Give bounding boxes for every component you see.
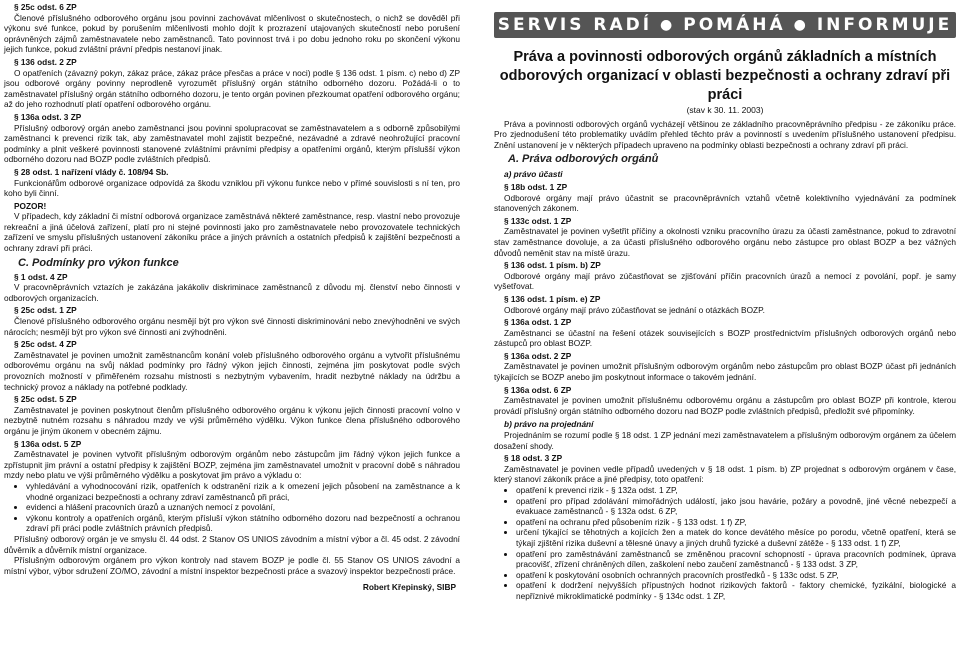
para-heading: § 136 odst. 2 ZP: [14, 56, 77, 67]
list-item: • opatření k dodržení nejvyšších přípustných hodnot rizikových faktorů - faktory chemické, fyzikální, biologické a nepříznivé mikroklimatické podmínky - § 134c odst. 1 ZP,: [516, 580, 956, 601]
subsection-heading: a) právo účasti: [504, 169, 563, 180]
para-text: Zaměstnavatel je povinen vedle případů uvedených v § 18 odst. 1 písm. b) ZP projednat s odborovým orgánem v čase, který stanoví zákoník práce a jiné předpisy, toto opatření:: [494, 463, 956, 485]
para-heading: § 136a odst. 6 ZP: [504, 384, 572, 395]
para-text: Členové příslušného odborového orgánu nesmějí být pro výkon své činnosti diskriminováni nebo znevýhodněni ve svých nárocích; nesmějí být pro výkon své činnosti ani zvýhodněni.: [4, 316, 460, 337]
para-text: Příslušným odborovým orgánem pro výkon kontroly nad stavem BOZP je podle čl. 55 Stanov OS UNIOS závodní a místní výbor, výbor sdružení ZO/MO, závodní a místní inspektor bezpečnosti práce a svazový inspektor bezpečnosti práce.: [4, 555, 460, 576]
para-text: Příslušný odborový orgán anebo zaměstnanci jsou povinni spolupracovat se zaměstnavatelem a s odborně způsobilými zaměstnanci k prevenci rizik tak, aby zaměstnavatel mohl zajistit bezpečné, nezávadné a zdravé neohrožující pracovní podmínky a plnit veškeré povinnosti stanovené zvláštními právními předpisy a opatřeními orgánů, kterým příslušší výkon odborného dozoru nad BOZP podle zvláštních předpisů.: [4, 122, 460, 165]
author-signature: Robert Křepinský, SIBP: [362, 582, 456, 593]
para-heading: § 25c odst. 6 ZP: [14, 2, 77, 12]
left-column: [4, 0, 460, 593]
article-title: Práva a povinnosti odborových orgánů základních a místních odborových organizací v oblasti bezpečnosti a ochrany zdraví při práci: [499, 49, 951, 103]
list-item: • určení týkající se těhotných a kojících žen a matek do konce devátého měsíce po porodu, včetně opatření, která se týkají zjištění rizika duševní a tělesné únavy a jiných druhů fyzické a duševní zátěže - § 133 odst. 1 f) ZP,: [516, 527, 956, 548]
para-heading: § 25c odst. 4 ZP: [14, 339, 77, 350]
para-text: Funkcionářům odborové organizace odpovídá za škodu vzniklou při výkonu funkce nebo v přímé souvislosti s ní ten, pro koho byli činní.: [4, 177, 460, 199]
subsection-heading: b) právo na projednání: [504, 419, 594, 430]
bullet-dot-icon: ●: [793, 16, 809, 33]
list-item: • evidenci a hlášení pracovních úrazů a uznaných nemocí z povolání,: [26, 502, 460, 513]
list-item: • opatření na ochranu před působením rizik - § 133 odst. 1 f) ZP,: [516, 517, 956, 528]
para-heading: § 18 odst. 3 ZP: [504, 453, 563, 464]
para-text: Zaměstnavatel je povinen vyšetřit příčiny a okolnosti vzniku pracovního úrazu za účasti zaměstnance, pokud to zdravotní stav zaměstnance dovoluje, a za účasti příslušného odborového orgánu nebo zástupce pro oblast BOZP a bez vážných důvodů neměnit stav na místě úrazu.: [494, 226, 956, 258]
banner-word: POMÁHÁ: [683, 14, 786, 35]
banner-word: INFORMUJE: [816, 14, 953, 35]
list-item: • opatření k poskytování osobních ochranných pracovních prostředků - § 133c odst. 5 ZP,: [516, 570, 956, 581]
list-item: • vyhledávání a vyhodnocování rizik, opatřeních k odstranění rizik a k omezení jejich působení na zaměstnance a k vhodné organizaci bezpečnosti a ochrany zdraví zaměstnanců při práci,: [26, 481, 460, 502]
para-text: V pracovněprávních vztazích je zakázána jakákoliv diskriminace zaměstnanců z důvodu mj. členství nebo činnosti v odborových organizacích.: [4, 282, 460, 303]
para-heading: § 136a odst. 1 ZP: [504, 317, 572, 328]
right-column: [494, 12, 956, 602]
para-heading: § 18b odst. 1 ZP: [504, 181, 568, 192]
list-item: • výkonu kontroly a opatřeních orgánů, kterým přísluší výkon státního odborného dozoru nad bezpečností a ochranou zdraví při práci podle zvláštních právních předpisů.: [26, 513, 460, 534]
section-banner: [494, 12, 956, 38]
section-heading: A. Práva odborových orgánů: [508, 153, 659, 166]
para-heading: § 133c odst. 1 ZP: [504, 215, 572, 226]
para-text: Projednáním se rozumí podle § 18 odst. 1 ZP jednání mezi zaměstnavatelem a příslušným odborovým orgánem za účelem dosažení shody.: [494, 430, 956, 451]
para-text: Příslušný odborový orgán je ve smyslu čl. 44 odst. 2 Stanov OS UNIOS závodním a místní výbor a čl. 45 odst. 2 závodní důvěrník a důvěrník místní organizace.: [4, 533, 460, 555]
bullet-list: [4, 481, 460, 534]
para-heading: § 136 odst. 1 písm. e) ZP: [504, 293, 601, 304]
intro-text: Práva a povinnosti odborových orgánů vycházejí většinou ze základního pracovněprávního předpisu - ze zákoníku práce. Pro zjednodušení této problematiky uvádím přehled těchto práv a povinností s uvedením příslušného ustanovení předpisu. Znění ustanovení je v některých případech upraveno na podmínky oblasti bezpečnosti a ochrany zdraví při práci.: [494, 118, 956, 150]
article-date: (stav k 30. 11. 2003): [686, 105, 764, 115]
para-heading: § 136a odst. 3 ZP: [14, 111, 82, 122]
para-text: Zaměstnavatel je povinen umožnit zaměstnancům konání voleb příslušného odborového orgánu a vytvořit příslušnému odborovému orgánu na svůj náklad podmínky pro řádný výkon jejich činnosti, zejména jim poskytovat podle svých provozních možností v přiměřeném rozsahu místnosti s nezbytným vybavením, hradit nezbytné náklady na údržbu a technický provoz a náklady na potřebné podklady.: [4, 349, 460, 392]
bullet-dot-icon: ●: [660, 16, 676, 33]
para-heading: § 1 odst. 4 ZP: [14, 271, 68, 282]
para-text: Zaměstnavatel je povinen vytvořit příslušným odborovým orgánům nebo zástupcům jim řádný výkon jejich funkce a zpřístupnit jim právní a ostatní předpisy k zajištění BOZP, zejména jim zaměstnavatel umožnit v pracovní době s náhradou mzdy nebo platu ve výši průměrného výdělku a poskytovat jim právo a výkladu o:: [4, 449, 460, 481]
para-heading: § 25c odst. 1 ZP: [14, 305, 77, 316]
para-heading: § 136a odst. 5 ZP: [14, 438, 82, 449]
para-text: V případech, kdy základní či místní odborová organizace zaměstnává některé zaměstnance, resp. vlastní nebo provozuje rekreační a jiná účelová zařízení, platí pro ni stejné povinnosti jako pro zaměstnavatele nebo provozovatele technických zařízení ve smyslu příslušných ustanovení zákoníku práce a jiných právních a ostatních předpisů k zajištění bezpečnosti a ochrany zdraví při práci.: [4, 211, 460, 254]
para-heading: § 136 odst. 1 písm. b) ZP: [504, 260, 601, 271]
list-item: • opatření k prevenci rizik - § 132a odst. 1 ZP,: [516, 485, 956, 496]
para-text: Členové příslušného odborového orgánu jsou povinni zachovávat mlčenlivost o skutečnostech, o nichž se dověděl při výkonu své funkce, pokud by porušením mlčenlivosti mohlo dojít k prozrazení utajovaných skutečností nebo porušení oprávněných zájmů zaměstnavatele nebo zaměstnanců. Tato povinnost trvá i po dobu jednoho roku po skončení výkonu jejich funkce, pokud zvláštní právní předpis nestanoví jinak.: [4, 12, 460, 55]
bullet-list: [494, 485, 956, 602]
para-text: Odborové orgány mají právo účastnit se pracovněprávních vztahů včetně kolektivního vyjednávání za podmínek stanovených zákonem.: [494, 192, 956, 214]
section-heading: C. Podmínky pro výkon funkce: [18, 256, 179, 269]
para-heading: § 136a odst. 2 ZP: [504, 350, 572, 361]
para-text: Zaměstnavatel je povinen poskytnout členům příslušného odborového orgánu k výkonu jejich činnosti pracovní volno v nezbytně nutném rozsahu s náhradou mzdy ve výši průměrného výdělku. Výkon funkce člena příslušného odborového orgánu je jiným úkonem v obecném zájmu.: [4, 404, 460, 436]
banner-word: SERVIS RADÍ: [497, 14, 653, 35]
para-text: Odborové orgány mají právo zúčastňovat se jednání o otázkách BOZP.: [504, 304, 765, 315]
para-text: Zaměstnanci se účastní na řešení otázek souvisejících s BOZP prostřednictvím příslušných odborových orgánů nebo zástupců pro oblast BOZP.: [494, 327, 956, 349]
para-text: Odborové orgány mají právo zúčastňovat se zjišťování příčin pracovních úrazů a nemocí z povolání, popř. je samy vyšetřovat.: [494, 270, 956, 292]
para-text: Zaměstnavatel je povinen umožnit příslušným odborovým orgánům nebo zástupcům pro oblast BOZP účast při jednáních týkajících se BOZP anebo jim poskytnout informace o takovém jednání.: [494, 361, 956, 383]
list-item: • opatření pro zaměstnávání zaměstnanců se změněnou pracovní schopností - úprava pracovních podmínek, úprava pracovišť, zřízení chráněných dílen, zaškolení nebo zaučení zaměstnanců - § 133 odst. 3 ZP,: [516, 549, 956, 570]
para-heading: § 25c odst. 5 ZP: [14, 394, 77, 405]
para-heading: § 28 odst. 1 nařízení vlády č. 108/94 Sb.: [14, 166, 169, 177]
para-text: O opatřeních (závazný pokyn, zákaz práce, zákaz práce přesčas a práce v noci) podle § 136 odst. 1 písm. c) nebo d) ZP jsou odborové orgány povinny neprodleně vyrozumět příslušný orgán státního odborného dozoru. Požádá-li o to zaměstnavatel příslušný orgán státního odborného dozoru, je tento orgán povinen přezkoumat opatření odborového orgánu; až do jeho rozhodnutí platí opatření odborového orgánu.: [4, 67, 460, 110]
list-item: • opatření pro případ zdolávání mimořádných událostí, jako jsou havárie, požáry a povodně, jiné věcné nebezpečí a evakuace zaměstnanců - § 132a odst. 6 ZP,: [516, 496, 956, 517]
para-text: Zaměstnavatel je povinen umožnit příslušnému odborovému orgánu a zástupcům pro oblast BOZP při kontrole, kterou provádí příslušný orgán státního odborného dozoru nad BOZP podle zvláštních předpisů, předložit své připomínky.: [494, 395, 956, 416]
warning-label: POZOR!: [14, 200, 47, 211]
